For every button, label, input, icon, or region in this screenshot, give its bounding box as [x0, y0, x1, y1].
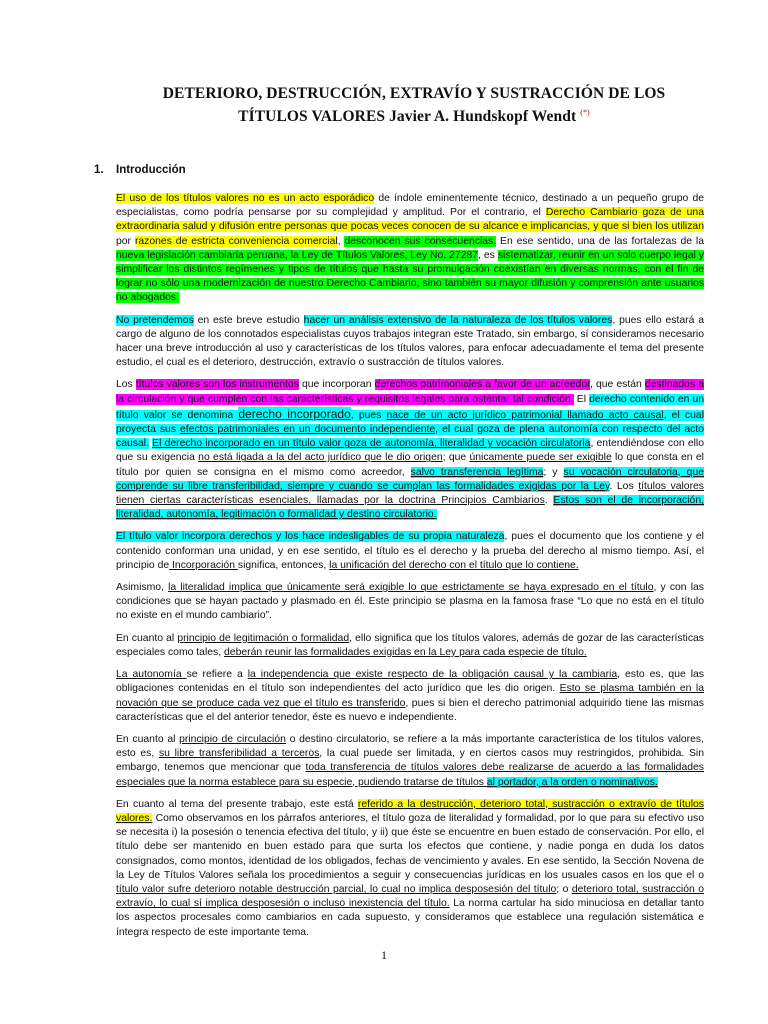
text-span: En cuanto al: [116, 632, 178, 644]
text-span: ,: [337, 235, 345, 247]
highlight-cyan-underlined: efectos patrimoniales en un documento independiente: [180, 424, 436, 436]
page-number: 1: [381, 948, 387, 962]
highlight-cyan: derecho contenido en un título valor se denomina: [116, 393, 705, 421]
highlight-cyan-underlined: derecho incorporado: [238, 406, 351, 421]
text-span: de índole eminentemente técnico, destinado a un pequeño grupo de especialistas, como podría pensarse por su complejidad y amplitud. Por el contrario, el: [116, 193, 705, 219]
highlight-magenta: títulos valores son los instrumentos: [135, 379, 299, 391]
highlight-cyan: El título valor incorpora derechos y los hace indesligables de su propia naturaleza: [116, 531, 505, 543]
underlined-text: únicamente puede ser exigible: [469, 452, 612, 464]
underlined-text: su libre transferibilidad a terceros: [158, 748, 320, 760]
title-footnote-marker[interactable]: (*): [580, 108, 590, 117]
text-span: .: [544, 495, 554, 507]
text-span: En ese sentido, una de las fortalezas de la: [496, 235, 704, 247]
highlight-cyan-underlined: El derecho incorporado en un título valor goza de autonomía, literalidad y vocación circulatoria: [152, 438, 591, 450]
paragraph-5: [116, 581, 704, 624]
document-body: [116, 192, 704, 948]
text-span: por: [116, 235, 135, 247]
text-span: , pues el documento que los contiene y el contenido conforman una unidad, y en ese sentido, el título es el derecho y la prueba del derecho al mismo tiempo. Así, el principio de: [116, 531, 704, 571]
title-line-2: [80, 103, 748, 126]
text-span: significa, entonces,: [237, 559, 330, 571]
underlined-text: toda transferencia de títulos valores debe realizarse de acuerdo a las formalidades especiales que la norma establece para su especie, pudiendo tratarse de títulos: [116, 762, 704, 788]
text-span: Como observamos en los párrafos anteriores, el título goza de literalidad y formalidad, por lo que para su efectivo uso se necesita i) la posesión o tenencia efectiva del título, y ii) que éste se encuentre en buen estado de conservación. Por ello, el título debe ser mantenido en buen estado para que surta los efectos que contiene, y nadie ponga en duda los datos consignados, como montos, identidad de los obligados, fechas de vencimiento y avales. En ese sentido, la Sección Novena de la Ley de Títulos Valores señala los procedimientos a seguir y consecuencias jurídicas en los usuales casos en los que el o: [116, 812, 704, 881]
text-span: , que están: [590, 379, 645, 391]
highlight-cyan-underlined: Estos son el de incorporación, literalidad, autonomía, legitimación o formalidad y destino circulatorio.: [116, 495, 704, 521]
underlined-text: La autonomía: [116, 669, 187, 681]
highlight-green: nueva legislación cambiaria peruana, la Ley de Títulos Valores, Ley No. 27287: [116, 249, 479, 261]
highlight-yellow: Derecho Cambiario goza de una extraordinaria salud y difusión entre personas que pocas veces conocen de su alcance e implicancias, y que si bien los utilizan: [116, 207, 704, 233]
text-span: se refiere a: [186, 669, 248, 681]
underlined-text: la literalidad implica que únicamente será exigible lo que estrictamente se haya expresado en el título: [168, 582, 654, 594]
highlight-green: sistematizar, reunir en un solo cuerpo legal y simplificar los distintos regímenes y tipos de títulos que hasta su promulgación coexistían en diversas normas, con el fin de lograr no sólo una modernización de nuestro Derecho Cambiario, sino también su mayor difusión y comprensión ante usuarios no abogados.: [116, 249, 704, 304]
highlight-green: desconocen sus consecuencias.: [344, 235, 497, 247]
highlight-cyan: , el cual goza de plena autonomía con respecto del acto causal.: [116, 424, 704, 450]
underlined-text: Incorporación: [169, 559, 238, 571]
paragraph-1: [116, 192, 704, 306]
highlight-cyan-underlined: nace de un acto jurídico patrimonial llamado acto causal: [386, 409, 664, 421]
highlight-cyan-underlined: al portador, a la orden o nominativos.: [486, 776, 658, 788]
text-span: El: [573, 393, 590, 405]
text-span: ; que: [442, 452, 470, 464]
text-span: , pues ello estará a cargo de alguno de los connotados especialistas cuyos trabajos integran este Tratado, sin embargo, sí consideramos necesario hacer una breve introducción al uso y características de los títulos valores, para enfocar adecuadamente el tema del presente estudio, el cual es el deterioro, destrucción, extravío o sustracción de títulos valores.: [116, 314, 704, 369]
underlined-text: deberán reunir las formalidades exigidas en la Ley para cada especie de título.: [224, 646, 587, 658]
highlight-magenta: derechos patrimoniales a favor de un acreedor: [374, 379, 590, 391]
text-span: que incorporan: [298, 379, 375, 391]
section-number: 1.: [94, 164, 104, 176]
title-line-1: DETERIORO, DESTRUCCIÓN, EXTRAVÍO Y SUSTRACCIÓN DE LOS: [162, 85, 666, 102]
text-span: La norma cartular ha sido minuciosa en detallar tanto los aspectos procesales como cambiarios en cada supuesto, y consideramos que establece una regulación sistemática e íntegra respecto de este importante tema.: [116, 898, 704, 938]
highlight-yellow: El uso de los títulos valores no es un acto esporádico: [116, 193, 375, 204]
text-span: , pues si bien el derecho patrimonial adquirido tiene las mismas características que el del anterior tenedor, éste es nuevo e independiente.: [116, 697, 704, 723]
section-heading: [94, 164, 186, 176]
highlight-cyan: No pretendemos: [116, 314, 194, 326]
text-span: Asimismo,: [116, 582, 169, 594]
paragraph-3: [116, 378, 704, 522]
title-line-2-text: TÍTULOS VALORES Javier A. Hundskopf Wendt: [238, 108, 577, 126]
text-span: , y con las condiciones que se hayan pactado y plasmado en él. Este principio se plasma en la famosa frase “Lo que no está en el título no existe en el mundo cambiario”.: [116, 582, 705, 622]
text-span: . Los: [609, 480, 639, 492]
paragraph-2: [116, 314, 704, 371]
underlined-text: principio de circulación: [179, 733, 286, 745]
text-span: , esto es, que las obligaciones contenidas en el título son independientes del acto jurídico que les dio origen.: [116, 669, 705, 695]
highlight-cyan-underlined: salvo transferencia legítima: [410, 466, 544, 478]
section-title: Introducción: [116, 164, 186, 176]
underlined-text: principio de legitimación o formalidad: [177, 632, 350, 644]
text-span: Los: [116, 379, 136, 391]
underlined-text: la unificación del derecho con el título que lo contiene.: [329, 559, 579, 571]
underlined-text: deterioro total, sustracción o extravío, lo cual sí implica desposesión o incluso inexistencia del título.: [116, 883, 705, 910]
highlight-yellow: razones de estricta conveniencia comercial: [134, 235, 338, 247]
text-span: o destino circulatorio, se refiere a la más importante característica de los títulos valores, esto es,: [116, 733, 704, 760]
underlined-text: no está ligada a la del acto jurídico que le dio origen: [198, 452, 443, 464]
text-span: , la cual puede ser limitada, y en ciertos casos muy restringidos, prohibida. Sin embargo, tenemos que mencionar que: [116, 748, 705, 774]
text-span: lo que consta en el título por quien se consigna en el mismo como acreedor,: [116, 452, 704, 478]
text-span: ; o: [556, 883, 572, 895]
highlight-cyan-underlined: su vocación circulatoria, que comprende su libre transferibilidad, siempre y cuando se cumplan las formalidades exigidas por la Ley: [116, 466, 705, 492]
highlight-yellow-underlined: referido a la destrucción, deterioro total, sustracción o extravío de títulos valores.: [116, 798, 704, 824]
highlight-cyan: , el cual proyecta sus: [116, 409, 704, 436]
underlined-text: título valor sufre deterioro notable destrucción parcial, lo cual no implica desposesión del título: [116, 883, 557, 895]
paragraph-9: [116, 798, 704, 940]
highlight-magenta: destinados a la circulación y que cumplen con las características y requisitos legales para ostentar tal condición.: [116, 379, 704, 405]
paragraph-4: [116, 530, 704, 573]
text-span: En cuanto al: [116, 733, 180, 745]
text-span: , es: [478, 249, 498, 261]
text-span: , entendiéndose con ello que su exigencia: [116, 438, 705, 464]
text-span: en este breve estudio: [193, 314, 304, 326]
text-span: En cuanto al tema del presente trabajo, este está: [116, 798, 358, 810]
paragraph-7: [116, 668, 704, 725]
document-title: [80, 84, 748, 126]
paragraph-8: [116, 733, 704, 790]
text-span: , ello significa que los títulos valores, además de gozar de las características especiales como tales,: [116, 632, 704, 658]
underlined-text: Esto se plasma también en la novación que se produce cada vez que el título es transferido: [116, 683, 704, 709]
underlined-text: títulos valores tienen ciertas características esenciales, llamadas por la doctrina Principios Cambiarios: [116, 480, 705, 507]
highlight-cyan: , pues: [350, 409, 387, 421]
paragraph-6: [116, 632, 704, 660]
highlight-cyan: hacer un análisis extensivo de la naturaleza de los títulos valores: [303, 314, 613, 326]
text-span: ; y: [543, 466, 564, 478]
underlined-text: la independencia que existe respecto de la obligación causal y la cambiaria: [247, 669, 618, 681]
